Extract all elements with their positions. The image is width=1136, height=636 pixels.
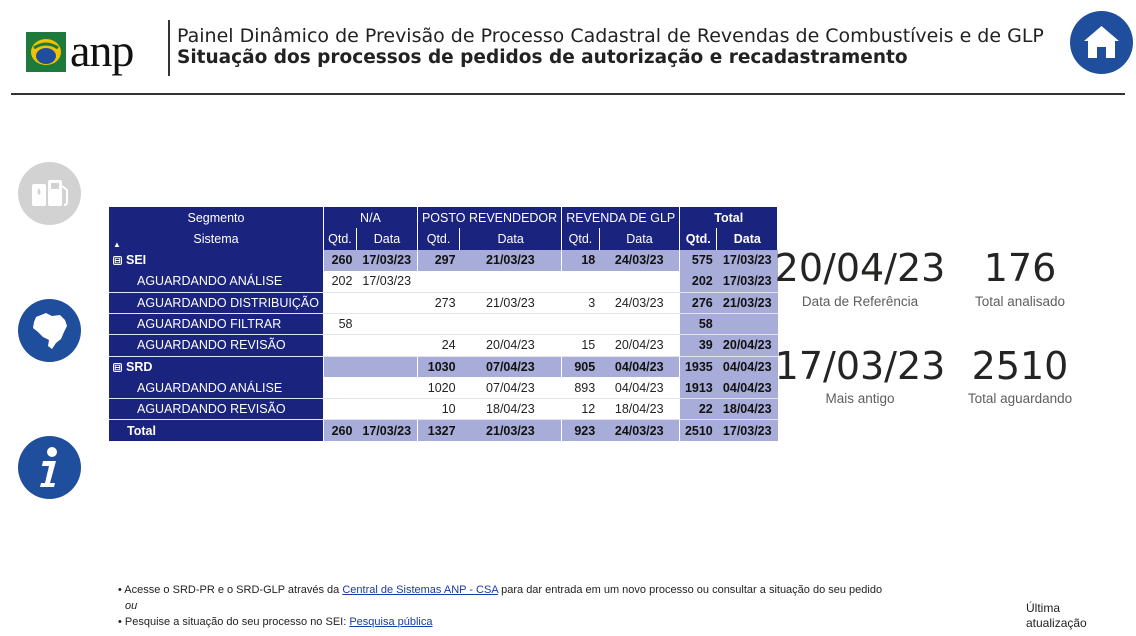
group-row[interactable] [109,250,778,271]
qtd-cell: 905 [562,356,600,377]
kpi-total-analyzed-value: 176 [983,246,1057,290]
qtd-cell: 1913 [680,377,717,398]
data-cell: 17/03/23 [356,271,417,292]
table-row[interactable] [109,377,778,398]
col-header-data[interactable]: Data [356,228,417,249]
qtd-cell: 22 [680,399,717,420]
data-cell [460,313,562,334]
page-title: Painel Dinâmico de Previsão de Processo Cadastral de Revendas de Combustíveis e de GLP [177,25,1044,47]
info-nav-button[interactable] [18,436,81,499]
qtd-cell: 1020 [417,377,459,398]
qtd-cell [417,271,459,292]
qtd-cell: 12 [562,399,600,420]
data-cell [356,399,417,420]
collapse-icon[interactable]: ⊟ [114,256,121,266]
col-header-segmento: Segmento [109,207,323,228]
fuel-nav-button[interactable] [18,162,81,225]
footer-text: • Pesquise a situação do seu processo no SEI: [118,616,350,628]
table-row[interactable] [109,399,778,420]
col-header-data[interactable]: Data [599,228,680,249]
qtd-cell [562,271,600,292]
data-cell: 17/03/23 [356,250,417,271]
row-label [109,335,323,356]
row-label-text: Total [127,423,156,438]
table-row[interactable] [109,271,778,292]
footer-or: ou [125,600,138,612]
data-cell: 04/04/23 [599,356,680,377]
qtd-cell: 24 [417,335,459,356]
data-cell [356,292,417,313]
last-update-label: Última atualização [1026,601,1087,630]
footer-text: • Acesse o SRD-PR e o SRD-GLP através da [118,584,343,596]
row-label-text: AGUARDANDO FILTRAR [137,317,282,332]
qtd-cell [323,335,356,356]
qtd-cell: 18 [562,250,600,271]
data-cell [356,313,417,334]
col-header-total[interactable]: Total [680,207,778,228]
data-cell: 20/04/23 [460,335,562,356]
qtd-cell [417,313,459,334]
col-header-data[interactable]: Data [460,228,562,249]
data-cell: 21/03/23 [717,292,778,313]
row-label [109,420,323,441]
qtd-cell: 276 [680,292,717,313]
row-label-text: SRD [126,359,153,374]
data-cell: 07/04/23 [460,356,562,377]
info-icon [18,436,81,499]
public-search-link[interactable]: Pesquisa pública [349,616,433,628]
qtd-cell: 202 [680,271,717,292]
qtd-cell: 39 [680,335,717,356]
col-header-data[interactable]: Data [717,228,778,249]
qtd-cell: 297 [417,250,459,271]
qtd-cell: 260 [323,250,356,271]
qtd-cell: 10 [417,399,459,420]
data-cell [356,356,417,377]
qtd-cell: 1935 [680,356,717,377]
qtd-cell [323,377,356,398]
kpi-total-analyzed-label: Total analisado [974,294,1066,309]
data-cell [460,271,562,292]
qtd-cell: 2510 [680,420,717,441]
qtd-cell: 273 [417,292,459,313]
data-cell: 04/04/23 [717,377,778,398]
row-label-text: SEI [126,253,147,268]
sistema-label: Sistema [193,231,239,246]
footer-text: para dar entrada em um novo processo ou consultar a situação do seu pedido [498,584,883,596]
anp-logo [24,26,158,76]
total-row[interactable] [109,420,778,441]
row-label [109,313,323,334]
row-label-text: AGUARDANDO DISTRIBUIÇÃO [137,295,319,310]
home-button[interactable] [1070,11,1133,74]
qtd-cell: 202 [323,271,356,292]
data-cell: 04/04/23 [717,356,778,377]
qtd-cell [323,399,356,420]
row-label-text: AGUARDANDO ANÁLISE [137,274,283,289]
col-header-na[interactable]: N/A [323,207,417,228]
header-row-metrics [109,228,778,249]
data-cell: 18/04/23 [599,399,680,420]
footer-line-csa [118,582,882,598]
qtd-cell: 15 [562,335,600,356]
home-icon [1082,23,1121,62]
data-cell [356,335,417,356]
page-subtitle: Situação dos processos de pedidos de autorização e recadastramento [177,47,908,68]
qtd-cell: 1030 [417,356,459,377]
qtd-cell: 260 [323,420,356,441]
data-cell: 24/03/23 [599,420,680,441]
data-cell: 24/03/23 [599,292,680,313]
qtd-cell [562,313,600,334]
row-label [109,292,323,313]
kpi-oldest-value: 17/03/23 [774,344,946,388]
qtd-cell [323,356,356,377]
kpi-reference-date-value: 20/04/23 [774,246,946,290]
qtd-cell: 575 [680,250,717,271]
data-cell [599,313,680,334]
row-label [109,356,323,377]
col-header-posto[interactable]: POSTO REVENDEDOR [417,207,561,228]
col-header-sistema[interactable] [109,228,323,249]
kpi-oldest-label: Mais antigo [825,391,895,406]
qtd-cell [323,292,356,313]
sort-ascending-icon[interactable]: ▲ [113,239,121,249]
data-cell: 17/03/23 [717,250,778,271]
header-rule [11,93,1125,95]
data-cell: 18/04/23 [717,399,778,420]
qtd-cell: 923 [562,420,600,441]
fuel-pump-icon [18,162,81,225]
process-matrix-table [109,207,778,441]
group-row[interactable] [109,356,778,377]
col-header-qtd[interactable]: Qtd. [417,228,459,249]
qtd-cell: 3 [562,292,600,313]
kpi-reference-date-label: Data de Referência [801,294,919,309]
row-label-text: AGUARDANDO ANÁLISE [137,380,283,395]
data-cell [717,313,778,334]
col-header-glp[interactable]: REVENDA DE GLP [562,207,680,228]
table-row[interactable] [109,313,778,334]
col-header-qtd[interactable]: Qtd. [323,228,356,249]
footer-notes [118,582,882,630]
header-row-segment [109,207,778,228]
kpi-total-waiting-label: Total aguardando [967,391,1073,406]
kpi-total-waiting-value: 2510 [971,344,1069,388]
qtd-cell: 58 [323,313,356,334]
qtd-cell: 1327 [417,420,459,441]
qtd-cell: 893 [562,377,600,398]
data-cell: 17/03/23 [356,420,417,441]
row-label [109,271,323,292]
row-label [109,399,323,420]
data-cell: 04/04/23 [599,377,680,398]
logo-wordmark: anp [70,25,134,76]
col-header-qtd[interactable]: Qtd. [680,228,717,249]
table-row[interactable] [109,335,778,356]
matrix-body [109,250,778,442]
data-cell: 24/03/23 [599,250,680,271]
row-label-text: AGUARDANDO REVISÃO [137,402,286,417]
col-header-qtd[interactable]: Qtd. [562,228,600,249]
data-cell [356,377,417,398]
header-divider [168,20,170,76]
data-cell: 07/04/23 [460,377,562,398]
map-nav-button[interactable] [18,299,81,362]
brazil-map-icon [18,299,81,362]
table-row[interactable] [109,292,778,313]
data-cell [599,271,680,292]
data-cell: 17/03/23 [717,271,778,292]
data-cell: 20/04/23 [599,335,680,356]
footer-line-sei [118,614,882,630]
data-cell: 21/03/23 [460,250,562,271]
row-label [109,377,323,398]
data-cell: 21/03/23 [460,420,562,441]
data-cell: 17/03/23 [717,420,778,441]
row-label-text: AGUARDANDO REVISÃO [137,338,286,353]
qtd-cell: 58 [680,313,717,334]
data-cell: 18/04/23 [460,399,562,420]
data-cell: 20/04/23 [717,335,778,356]
data-cell: 21/03/23 [460,292,562,313]
row-label [109,250,323,271]
csa-link[interactable]: Central de Sistemas ANP - CSA [342,584,499,596]
collapse-icon[interactable]: ⊟ [114,362,121,372]
